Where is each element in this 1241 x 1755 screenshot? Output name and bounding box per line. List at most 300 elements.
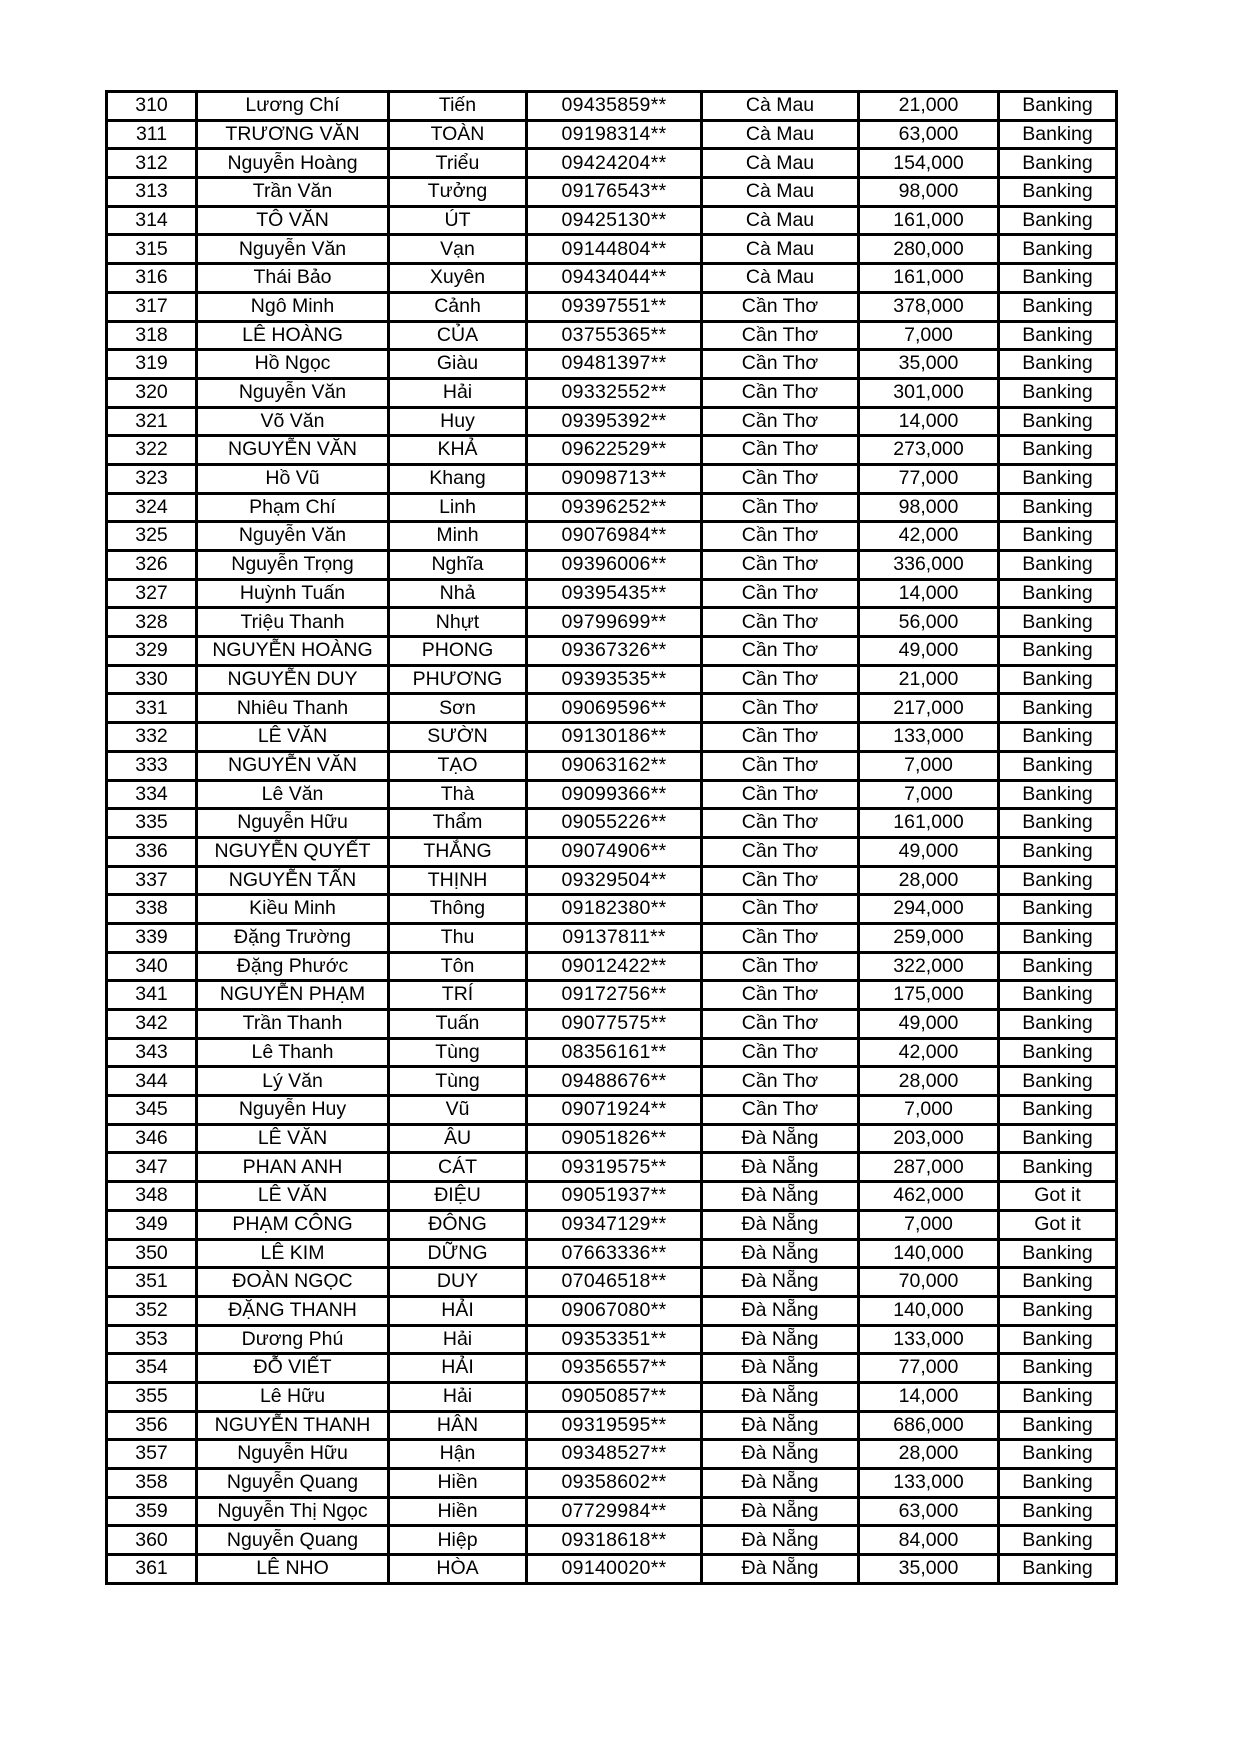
cell-last-name: Hiền <box>389 1497 527 1526</box>
cell-row-number: 351 <box>107 1268 197 1297</box>
table-row <box>107 407 1117 436</box>
cell-row-number: 330 <box>107 665 197 694</box>
table-row <box>107 1325 1117 1354</box>
cell-amount: 259,000 <box>859 923 999 952</box>
cell-amount: 49,000 <box>859 837 999 866</box>
table-row <box>107 579 1117 608</box>
cell-first-name: LÊ NHO <box>197 1555 389 1584</box>
cell-status: Banking <box>999 1526 1117 1555</box>
cell-first-name: ĐOÀN NGỌC <box>197 1268 389 1297</box>
cell-city: Cần Thơ <box>702 378 859 407</box>
cell-status: Banking <box>999 1096 1117 1125</box>
cell-first-name: PHAN ANH <box>197 1153 389 1182</box>
cell-row-number: 313 <box>107 178 197 207</box>
cell-first-name: Trần Văn <box>197 178 389 207</box>
cell-last-name: DỮNG <box>389 1239 527 1268</box>
table-row <box>107 264 1117 293</box>
cell-phone-masked: 08356161** <box>527 1038 702 1067</box>
cell-status: Banking <box>999 723 1117 752</box>
cell-status: Banking <box>999 866 1117 895</box>
cell-city: Đà Nẵng <box>702 1325 859 1354</box>
cell-status: Banking <box>999 350 1117 379</box>
cell-city: Cần Thơ <box>702 837 859 866</box>
cell-status: Banking <box>999 1497 1117 1526</box>
table-row <box>107 321 1117 350</box>
cell-amount: 98,000 <box>859 493 999 522</box>
cell-phone-masked: 09348527** <box>527 1440 702 1469</box>
cell-last-name: PHƯƠNG <box>389 665 527 694</box>
cell-status: Banking <box>999 837 1117 866</box>
cell-status: Banking <box>999 1239 1117 1268</box>
cell-row-number: 328 <box>107 608 197 637</box>
cell-phone-masked: 09176543** <box>527 178 702 207</box>
cell-first-name: Hồ Vũ <box>197 464 389 493</box>
cell-city: Cần Thơ <box>702 407 859 436</box>
cell-last-name: Tùng <box>389 1067 527 1096</box>
cell-amount: 49,000 <box>859 637 999 666</box>
cell-amount: 7,000 <box>859 1210 999 1239</box>
table-row <box>107 665 1117 694</box>
table-row <box>107 981 1117 1010</box>
cell-amount: 203,000 <box>859 1124 999 1153</box>
cell-amount: 28,000 <box>859 866 999 895</box>
table-row <box>107 723 1117 752</box>
cell-city: Cần Thơ <box>702 579 859 608</box>
cell-last-name: SƯỜN <box>389 723 527 752</box>
cell-first-name: ĐẶNG THANH <box>197 1296 389 1325</box>
cell-row-number: 327 <box>107 579 197 608</box>
table-row <box>107 751 1117 780</box>
cell-status: Banking <box>999 464 1117 493</box>
cell-amount: 161,000 <box>859 206 999 235</box>
cell-status: Banking <box>999 751 1117 780</box>
cell-phone-masked: 09434044** <box>527 264 702 293</box>
cell-status: Banking <box>999 149 1117 178</box>
table-row <box>107 1096 1117 1125</box>
cell-row-number: 336 <box>107 837 197 866</box>
cell-phone-masked: 09435859** <box>527 92 702 121</box>
cell-city: Cà Mau <box>702 264 859 293</box>
table-row <box>107 837 1117 866</box>
cell-status: Banking <box>999 178 1117 207</box>
cell-city: Cà Mau <box>702 235 859 264</box>
table-row <box>107 1411 1117 1440</box>
cell-phone-masked: 09071924** <box>527 1096 702 1125</box>
cell-row-number: 348 <box>107 1182 197 1211</box>
cell-phone-masked: 09074906** <box>527 837 702 866</box>
cell-last-name: Tôn <box>389 952 527 981</box>
cell-city: Cần Thơ <box>702 464 859 493</box>
table-row <box>107 637 1117 666</box>
cell-first-name: NGUYỄN TẤN <box>197 866 389 895</box>
cell-phone-masked: 09319575** <box>527 1153 702 1182</box>
cell-row-number: 335 <box>107 809 197 838</box>
cell-city: Cần Thơ <box>702 1096 859 1125</box>
cell-amount: 56,000 <box>859 608 999 637</box>
cell-first-name: Nhiêu Thanh <box>197 694 389 723</box>
cell-phone-masked: 09424204** <box>527 149 702 178</box>
cell-amount: 175,000 <box>859 981 999 1010</box>
cell-phone-masked: 03755365** <box>527 321 702 350</box>
cell-first-name: Nguyễn Hoàng <box>197 149 389 178</box>
cell-city: Cần Thơ <box>702 637 859 666</box>
cell-last-name: Sơn <box>389 694 527 723</box>
table-row <box>107 895 1117 924</box>
cell-row-number: 350 <box>107 1239 197 1268</box>
cell-phone-masked: 09069596** <box>527 694 702 723</box>
cell-status: Banking <box>999 120 1117 149</box>
cell-amount: 14,000 <box>859 579 999 608</box>
cell-amount: 98,000 <box>859 178 999 207</box>
cell-first-name: Nguyễn Trọng <box>197 551 389 580</box>
cell-row-number: 317 <box>107 292 197 321</box>
table-row <box>107 866 1117 895</box>
cell-city: Cần Thơ <box>702 981 859 1010</box>
cell-last-name: KHẢ <box>389 436 527 465</box>
cell-first-name: TRƯƠNG VĂN <box>197 120 389 149</box>
table-row <box>107 92 1117 121</box>
cell-amount: 301,000 <box>859 378 999 407</box>
cell-last-name: Nhựt <box>389 608 527 637</box>
cell-amount: 154,000 <box>859 149 999 178</box>
cell-amount: 217,000 <box>859 694 999 723</box>
cell-last-name: Nhả <box>389 579 527 608</box>
table-row <box>107 1497 1117 1526</box>
cell-last-name: Thà <box>389 780 527 809</box>
table-row <box>107 178 1117 207</box>
cell-status: Banking <box>999 206 1117 235</box>
cell-city: Đà Nẵng <box>702 1210 859 1239</box>
table-row <box>107 1354 1117 1383</box>
cell-last-name: HẢI <box>389 1296 527 1325</box>
cell-city: Cần Thơ <box>702 292 859 321</box>
cell-status: Banking <box>999 1124 1117 1153</box>
table-row <box>107 1469 1117 1498</box>
cell-city: Cần Thơ <box>702 723 859 752</box>
cell-phone-masked: 07046518** <box>527 1268 702 1297</box>
cell-status: Banking <box>999 436 1117 465</box>
cell-phone-masked: 09051826** <box>527 1124 702 1153</box>
cell-row-number: 325 <box>107 522 197 551</box>
cell-status: Banking <box>999 407 1117 436</box>
cell-status: Banking <box>999 923 1117 952</box>
cell-last-name: Tùng <box>389 1038 527 1067</box>
cell-first-name: Nguyễn Huy <box>197 1096 389 1125</box>
cell-row-number: 338 <box>107 895 197 924</box>
cell-last-name: ÂU <box>389 1124 527 1153</box>
cell-last-name: Tuấn <box>389 1010 527 1039</box>
cell-status: Banking <box>999 1153 1117 1182</box>
cell-first-name: NGUYỄN DUY <box>197 665 389 694</box>
cell-status: Banking <box>999 1440 1117 1469</box>
cell-row-number: 331 <box>107 694 197 723</box>
cell-amount: 280,000 <box>859 235 999 264</box>
cell-city: Đà Nẵng <box>702 1153 859 1182</box>
cell-first-name: Dương Phú <box>197 1325 389 1354</box>
cell-first-name: Triệu Thanh <box>197 608 389 637</box>
cell-phone-masked: 09182380** <box>527 895 702 924</box>
cell-amount: 140,000 <box>859 1296 999 1325</box>
cell-last-name: Hiền <box>389 1469 527 1498</box>
table-body <box>107 92 1117 1584</box>
cell-phone-masked: 09172756** <box>527 981 702 1010</box>
cell-row-number: 310 <box>107 92 197 121</box>
cell-first-name: NGUYỄN PHẠM <box>197 981 389 1010</box>
cell-amount: 7,000 <box>859 780 999 809</box>
cell-last-name: ÚT <box>389 206 527 235</box>
table-row <box>107 1526 1117 1555</box>
table-row <box>107 522 1117 551</box>
cell-status: Banking <box>999 981 1117 1010</box>
cell-amount: 462,000 <box>859 1182 999 1211</box>
cell-phone-masked: 09396006** <box>527 551 702 580</box>
cell-first-name: NGUYỄN THANH <box>197 1411 389 1440</box>
cell-first-name: Nguyễn Văn <box>197 378 389 407</box>
table-row <box>107 1010 1117 1039</box>
cell-status: Banking <box>999 522 1117 551</box>
cell-amount: 133,000 <box>859 1325 999 1354</box>
cell-amount: 42,000 <box>859 522 999 551</box>
table-row <box>107 1067 1117 1096</box>
cell-amount: 287,000 <box>859 1153 999 1182</box>
cell-phone-masked: 09488676** <box>527 1067 702 1096</box>
cell-first-name: Huỳnh Tuấn <box>197 579 389 608</box>
table-row <box>107 292 1117 321</box>
table-row <box>107 206 1117 235</box>
cell-city: Cần Thơ <box>702 694 859 723</box>
cell-phone-masked: 09393535** <box>527 665 702 694</box>
cell-first-name: Nguyễn Thị Ngọc <box>197 1497 389 1526</box>
cell-status: Banking <box>999 694 1117 723</box>
table-row <box>107 235 1117 264</box>
cell-row-number: 322 <box>107 436 197 465</box>
cell-first-name: Lê Hữu <box>197 1382 389 1411</box>
cell-last-name: Nghĩa <box>389 551 527 580</box>
cell-row-number: 359 <box>107 1497 197 1526</box>
cell-status: Banking <box>999 1354 1117 1383</box>
cell-status: Banking <box>999 1010 1117 1039</box>
cell-status: Banking <box>999 895 1117 924</box>
cell-city: Đà Nẵng <box>702 1382 859 1411</box>
cell-row-number: 314 <box>107 206 197 235</box>
table-row <box>107 923 1117 952</box>
cell-city: Cà Mau <box>702 178 859 207</box>
cell-phone-masked: 09055226** <box>527 809 702 838</box>
cell-row-number: 341 <box>107 981 197 1010</box>
cell-city: Cần Thơ <box>702 665 859 694</box>
cell-last-name: Hận <box>389 1440 527 1469</box>
cell-city: Đà Nẵng <box>702 1182 859 1211</box>
cell-city: Cần Thơ <box>702 895 859 924</box>
cell-row-number: 319 <box>107 350 197 379</box>
cell-amount: 378,000 <box>859 292 999 321</box>
table-row <box>107 1182 1117 1211</box>
cell-city: Cần Thơ <box>702 1038 859 1067</box>
cell-phone-masked: 07729984** <box>527 1497 702 1526</box>
cell-row-number: 345 <box>107 1096 197 1125</box>
cell-first-name: LÊ VĂN <box>197 1182 389 1211</box>
cell-phone-masked: 09358602** <box>527 1469 702 1498</box>
cell-amount: 133,000 <box>859 1469 999 1498</box>
cell-first-name: Nguyễn Văn <box>197 235 389 264</box>
cell-city: Cần Thơ <box>702 493 859 522</box>
cell-amount: 35,000 <box>859 1555 999 1584</box>
cell-amount: 7,000 <box>859 751 999 780</box>
table-row <box>107 350 1117 379</box>
cell-phone-masked: 09140020** <box>527 1555 702 1584</box>
cell-first-name: TÔ VĂN <box>197 206 389 235</box>
cell-last-name: CỦA <box>389 321 527 350</box>
cell-status: Banking <box>999 637 1117 666</box>
cell-phone-masked: 09799699** <box>527 608 702 637</box>
cell-row-number: 361 <box>107 1555 197 1584</box>
cell-phone-masked: 09481397** <box>527 350 702 379</box>
cell-last-name: TOÀN <box>389 120 527 149</box>
cell-city: Đà Nẵng <box>702 1268 859 1297</box>
cell-row-number: 318 <box>107 321 197 350</box>
cell-city: Cần Thơ <box>702 809 859 838</box>
cell-last-name: HÒA <box>389 1555 527 1584</box>
cell-city: Cần Thơ <box>702 780 859 809</box>
cell-row-number: 344 <box>107 1067 197 1096</box>
cell-phone-masked: 09347129** <box>527 1210 702 1239</box>
cell-status: Banking <box>999 235 1117 264</box>
cell-phone-masked: 09622529** <box>527 436 702 465</box>
cell-first-name: Lê Thanh <box>197 1038 389 1067</box>
cell-last-name: CÁT <box>389 1153 527 1182</box>
cell-first-name: Nguyễn Văn <box>197 522 389 551</box>
cell-last-name: Thông <box>389 895 527 924</box>
cell-amount: 77,000 <box>859 1354 999 1383</box>
cell-city: Cần Thơ <box>702 551 859 580</box>
table-row <box>107 464 1117 493</box>
table-row <box>107 1296 1117 1325</box>
cell-city: Cà Mau <box>702 92 859 121</box>
cell-row-number: 315 <box>107 235 197 264</box>
cell-row-number: 323 <box>107 464 197 493</box>
cell-phone-masked: 09198314** <box>527 120 702 149</box>
cell-amount: 63,000 <box>859 120 999 149</box>
cell-amount: 70,000 <box>859 1268 999 1297</box>
cell-amount: 14,000 <box>859 1382 999 1411</box>
cell-amount: 140,000 <box>859 1239 999 1268</box>
cell-last-name: Tưởng <box>389 178 527 207</box>
cell-amount: 294,000 <box>859 895 999 924</box>
cell-amount: 63,000 <box>859 1497 999 1526</box>
cell-phone-masked: 09067080** <box>527 1296 702 1325</box>
cell-phone-masked: 09367326** <box>527 637 702 666</box>
cell-last-name: Xuyên <box>389 264 527 293</box>
table-row <box>107 149 1117 178</box>
cell-status: Banking <box>999 551 1117 580</box>
cell-row-number: 339 <box>107 923 197 952</box>
cell-last-name: Hải <box>389 1382 527 1411</box>
cell-status: Banking <box>999 264 1117 293</box>
cell-last-name: HÂN <box>389 1411 527 1440</box>
cell-amount: 35,000 <box>859 350 999 379</box>
cell-status: Banking <box>999 1555 1117 1584</box>
cell-status: Banking <box>999 780 1117 809</box>
cell-amount: 336,000 <box>859 551 999 580</box>
cell-amount: 133,000 <box>859 723 999 752</box>
cell-status: Banking <box>999 952 1117 981</box>
cell-last-name: Tiến <box>389 92 527 121</box>
cell-status: Banking <box>999 809 1117 838</box>
cell-city: Đà Nẵng <box>702 1555 859 1584</box>
cell-city: Cần Thơ <box>702 1010 859 1039</box>
cell-phone-masked: 09077575** <box>527 1010 702 1039</box>
cell-phone-masked: 09319595** <box>527 1411 702 1440</box>
cell-status: Banking <box>999 1325 1117 1354</box>
cell-city: Đà Nẵng <box>702 1469 859 1498</box>
cell-amount: 84,000 <box>859 1526 999 1555</box>
cell-phone-masked: 09098713** <box>527 464 702 493</box>
cell-phone-masked: 09395392** <box>527 407 702 436</box>
cell-first-name: Đặng Trường <box>197 923 389 952</box>
cell-row-number: 334 <box>107 780 197 809</box>
table-row <box>107 952 1117 981</box>
cell-city: Cần Thơ <box>702 1067 859 1096</box>
cell-city: Đà Nẵng <box>702 1497 859 1526</box>
cell-amount: 42,000 <box>859 1038 999 1067</box>
cell-amount: 28,000 <box>859 1440 999 1469</box>
cell-status: Banking <box>999 1382 1117 1411</box>
cell-last-name: Hải <box>389 1325 527 1354</box>
cell-amount: 21,000 <box>859 92 999 121</box>
cell-phone-masked: 09050857** <box>527 1382 702 1411</box>
cell-last-name: TẠO <box>389 751 527 780</box>
cell-city: Cà Mau <box>702 149 859 178</box>
cell-phone-masked: 09012422** <box>527 952 702 981</box>
cell-last-name: Thẩm <box>389 809 527 838</box>
cell-row-number: 360 <box>107 1526 197 1555</box>
cell-amount: 322,000 <box>859 952 999 981</box>
transfer-list-table <box>105 90 1118 1585</box>
cell-last-name: Khang <box>389 464 527 493</box>
cell-amount: 273,000 <box>859 436 999 465</box>
cell-phone-masked: 09137811** <box>527 923 702 952</box>
table-row <box>107 608 1117 637</box>
table-row <box>107 1210 1117 1239</box>
cell-city: Cần Thơ <box>702 350 859 379</box>
cell-row-number: 343 <box>107 1038 197 1067</box>
cell-first-name: Phạm Chí <box>197 493 389 522</box>
cell-last-name: Giàu <box>389 350 527 379</box>
cell-first-name: NGUYỄN VĂN <box>197 436 389 465</box>
cell-first-name: NGUYỄN VĂN <box>197 751 389 780</box>
cell-first-name: Ngô Minh <box>197 292 389 321</box>
cell-status: Banking <box>999 1411 1117 1440</box>
cell-phone-masked: 09332552** <box>527 378 702 407</box>
cell-first-name: Thái Bảo <box>197 264 389 293</box>
cell-amount: 7,000 <box>859 321 999 350</box>
cell-last-name: THỊNH <box>389 866 527 895</box>
cell-phone-masked: 09356557** <box>527 1354 702 1383</box>
cell-last-name: Hải <box>389 378 527 407</box>
cell-amount: 686,000 <box>859 1411 999 1440</box>
cell-last-name: Huy <box>389 407 527 436</box>
table-row <box>107 1555 1117 1584</box>
cell-first-name: Nguyễn Hữu <box>197 809 389 838</box>
cell-last-name: HẢI <box>389 1354 527 1383</box>
table-row <box>107 694 1117 723</box>
cell-last-name: Thu <box>389 923 527 952</box>
cell-row-number: 320 <box>107 378 197 407</box>
cell-amount: 7,000 <box>859 1096 999 1125</box>
cell-city: Đà Nẵng <box>702 1354 859 1383</box>
cell-phone-masked: 09099366** <box>527 780 702 809</box>
cell-row-number: 311 <box>107 120 197 149</box>
